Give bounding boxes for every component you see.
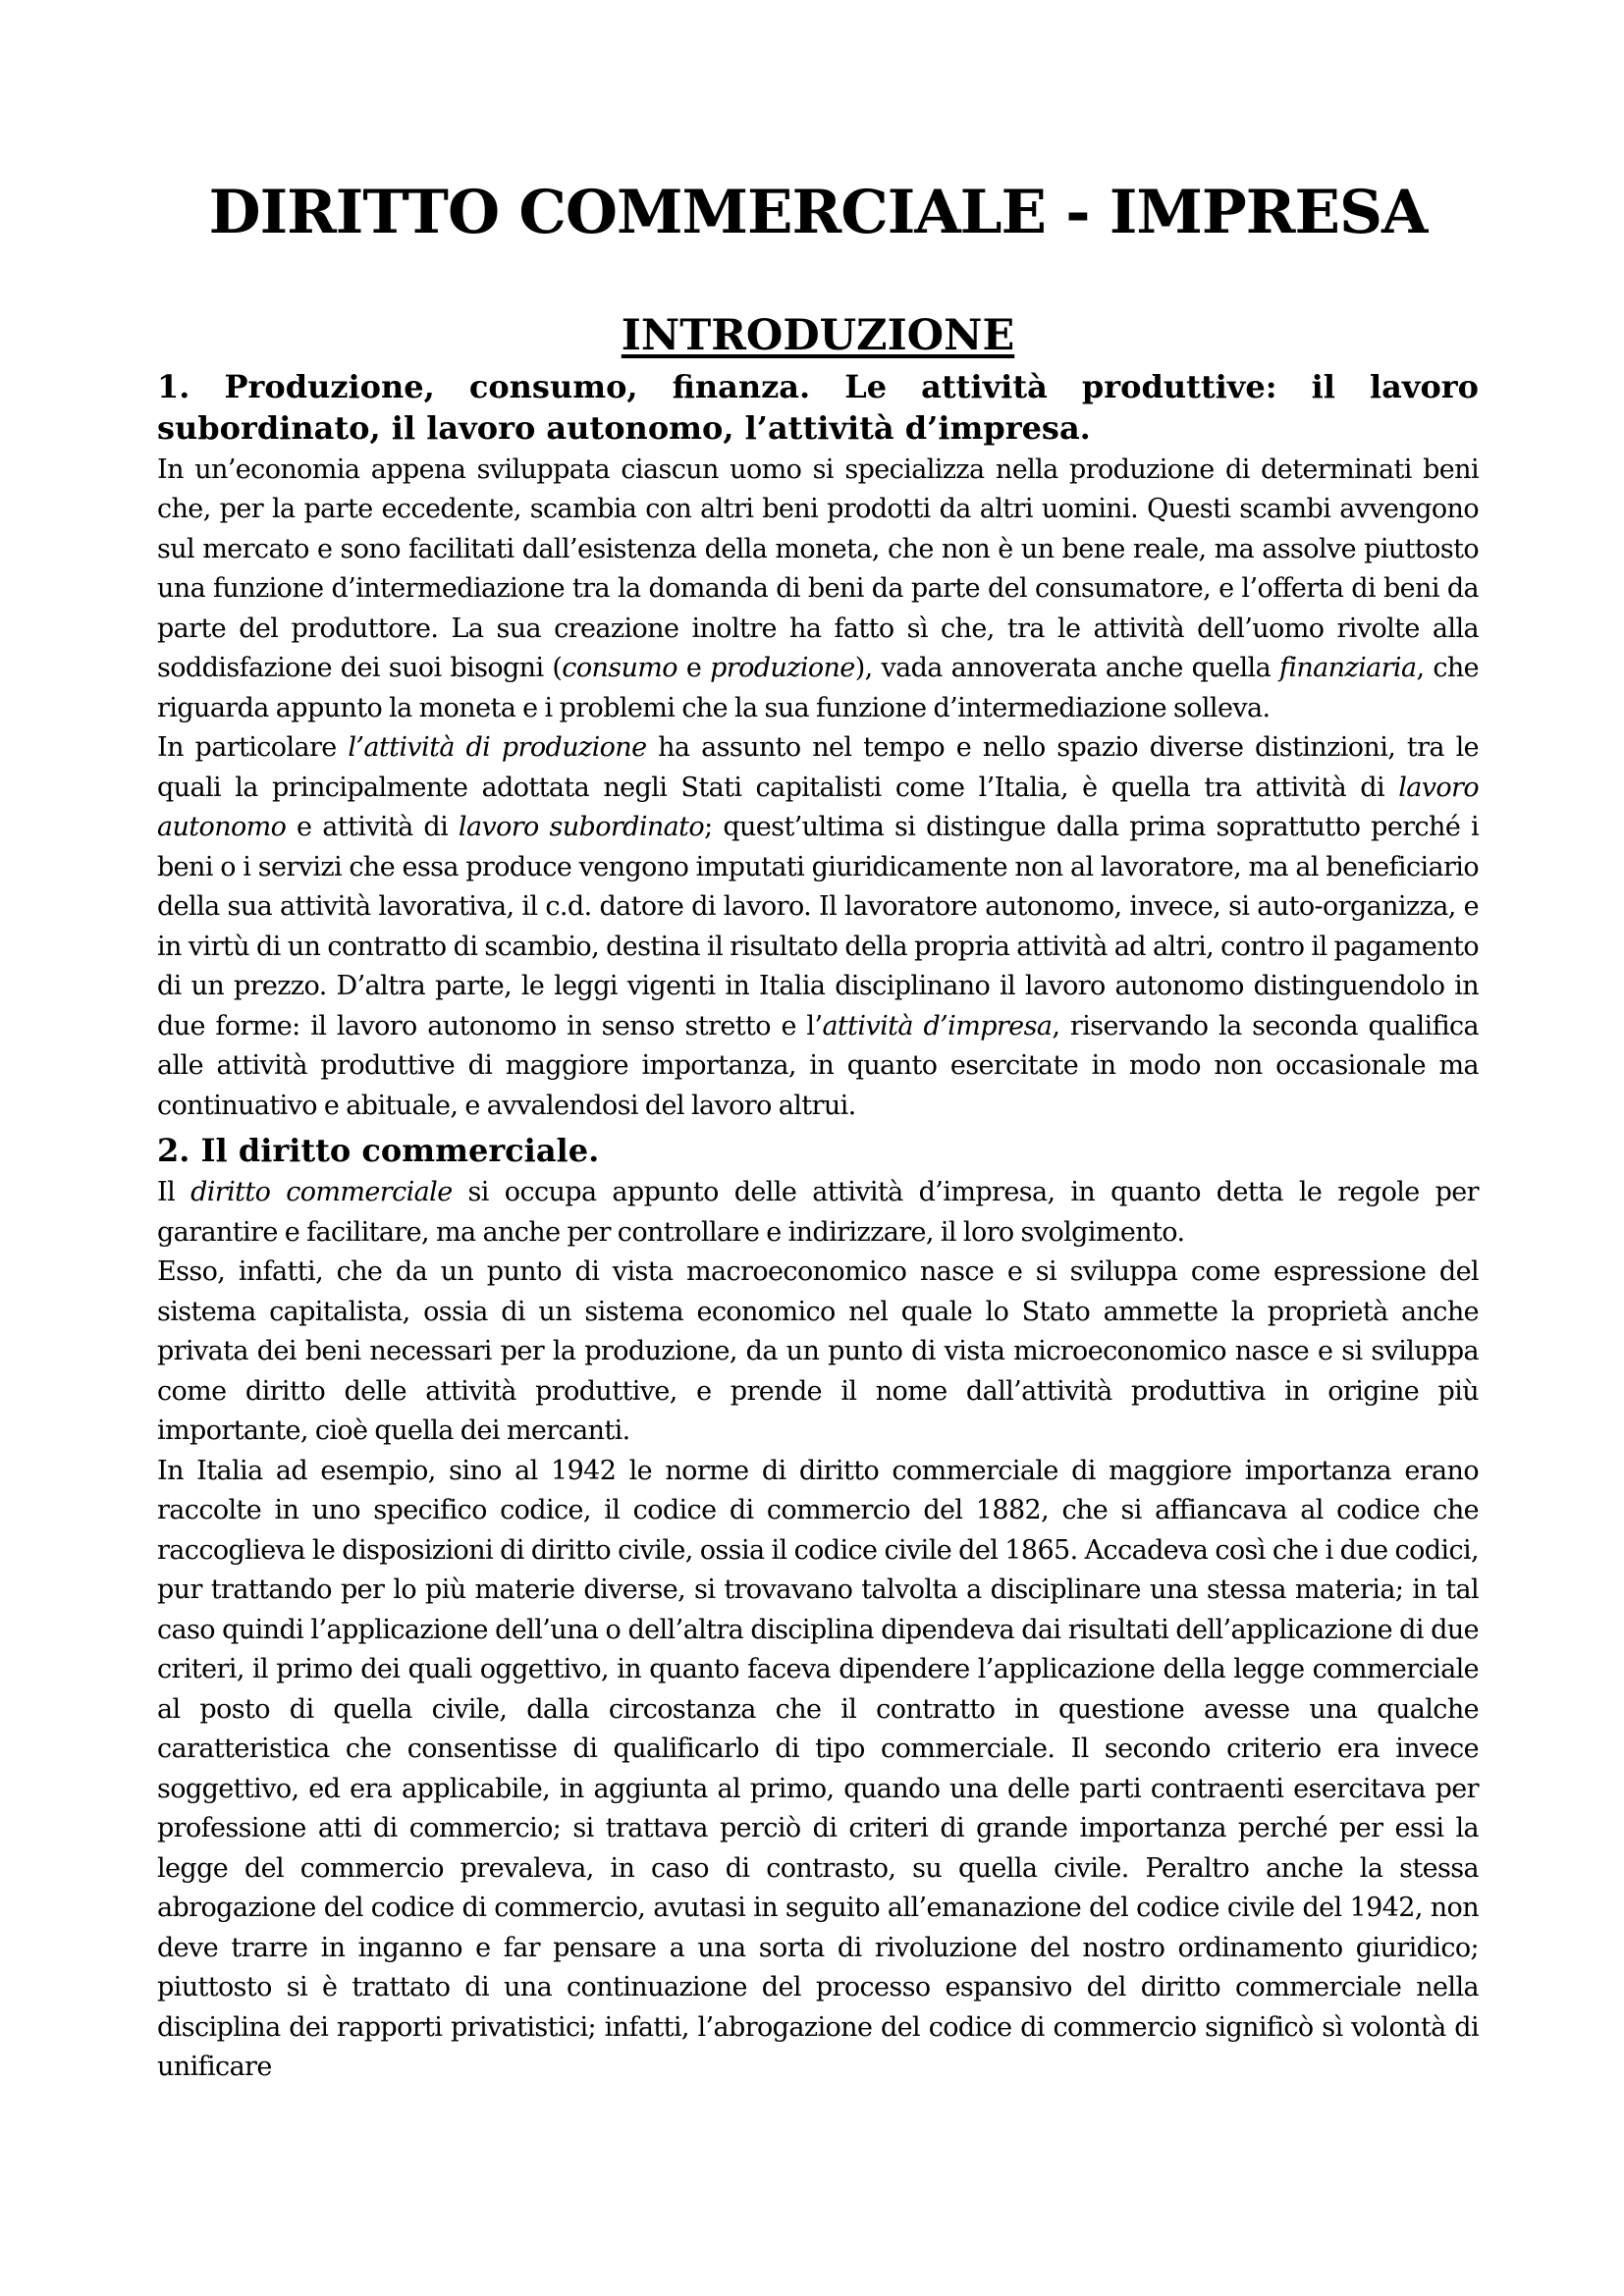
italic-term: lavoro subordinato [458, 812, 705, 843]
italic-term: diritto commerciale [190, 1177, 453, 1208]
paragraph: In particolare l’attività di produzione ha assunto nel tempo e nello spazio diverse distinzioni, tra le quali la principalmente adottata negli Stati capitalisti come l’Italia, è quella tra attività di lavoro autonomo e attività di lavoro subordinato; quest’ultima si distingue dalla prima soprattutto perché i beni o i servizi che essa produce vengono imputati giuridicamente non al lavoratore, ma al beneficiario della sua attività lavorativa, il c.d. datore di lavoro. Il lavoratore autonomo, invece, si auto-organizza, e in virtù di un contratto di scambio, destina il risultato della propria attività ad altri, contro il pagamento di un prezzo. D’altra parte, le leggi vigenti in Italia disciplinano il lavoro autonomo distinguendolo in due forme: il lavoro autonomo in senso stretto e l’attività d’impresa, riservando la seconda qualifica alle attività produttive di maggiore importanza, in quanto esercitate in modo non occasionale ma continuativo e abituale, e avvalendosi del lavoro altrui. [157, 732, 1480, 1121]
paragraph: In un’economia appena sviluppata ciascun uomo si specializza nella produzione di determinati beni che, per la parte eccedente, scambia con altri beni prodotti da altri uomini. Questi scambi avvengono sul mercato e sono facilitati dall’esistenza della moneta, che non è un bene reale, ma assolve piuttosto una funzione d’intermediazione tra la domanda di beni da parte del consumatore, e l’offerta di beni da parte del produttore. La sua creazione inoltre ha fatto sì che, tra le attività dell’uomo rivolte alla soddisfazione dei suoi bisogni (consumo e produzione), vada annoverata anche quella finanziaria, che riguarda appunto la moneta e i problemi che la sua funzione d’intermediazione solleva. [157, 454, 1480, 723]
italic-term: consumo [562, 653, 677, 684]
paragraph: In Italia ad esempio, sino al 1942 le norme di diritto commerciale di maggiore importanza erano raccolte in uno specifico codice, il codice di commercio del 1882, che si affiancava al codice che raccoglieva le disposizioni di diritto civile, ossia il codice civile del 1865. Accadeva così che i due codici, pur trattando per lo più materie diverse, si trovavano talvolta a disciplinare una stessa materia; in tal caso quindi l’applicazione dell’una o dell’altra disciplina dipendeva dai risultati dell’applicazione di due criteri, il primo dei quali oggettivo, in quanto faceva dipendere l’applicazione della legge commerciale al posto di quella civile, dalla circostanza che il contratto in questione avesse una qualche caratteristica che consentisse di qualificarlo di tipo commerciale. Il secondo criterio era invece soggettivo, ed era applicabile, in aggiunta al primo, quando una delle parti contraenti esercitava per professione atti di commercio; si trattava perciò di criteri di grande importanza perché per essi la legge del commercio prevaleva, in caso di contrasto, su quella civile. Peraltro anche la stessa abrogazione del codice di commercio, avutasi in seguito all’emanazione del codice civile del 1942, non deve trarre in inganno e far pensare a una sorta di rivoluzione del nostro ordinamento giuridico; piuttosto si è trattato di una continuazione del processo espansivo del diritto commerciale nella disciplina dei rapporti privatistici; infatti, l’abrogazione del codice di commercio significò sì volontà di unificare [157, 1455, 1479, 2083]
chapter-heading: INTRODUZIONE [621, 311, 1015, 361]
italic-term: produzione [710, 653, 855, 684]
paragraph: Il diritto commerciale si occupa appunto delle attività d’impresa, in quanto detta le regole per garantire e facilitare, ma anche per controllare e indirizzare, il loro svolgimento. [157, 1177, 1479, 1248]
paragraph: Esso, infatti, che da un punto di vista macroeconomico nasce e si sviluppa come espressione del sistema capitalista, ossia di un sistema economico nel quale lo Stato ammette la proprietà anche privata dei beni necessari per la produzione, da un punto di vista microeconomico nasce e si sviluppa come diritto delle attività produttive, e prende il nome dall’attività produttiva in origine più importante, cioè quella dei mercanti. [157, 1256, 1479, 1447]
italic-term: finanziaria [1278, 653, 1417, 684]
document-title: DIRITTO COMMERCIALE - IMPRESA [208, 178, 1428, 247]
italic-term: attività d’impresa [822, 1010, 1053, 1041]
section-heading-2: 2. Il diritto commerciale. [157, 1132, 600, 1170]
italic-term: l’attività di produzione [348, 732, 647, 764]
section-heading-1: 1. Produzione, consumo, finanza. Le attività produttive: il lavoro subordinato, il lavoro autonomo, l’attività d’impresa. [157, 367, 1479, 447]
italic-term: lavoro autonomo [157, 772, 1479, 843]
document-page [157, 177, 1479, 2088]
